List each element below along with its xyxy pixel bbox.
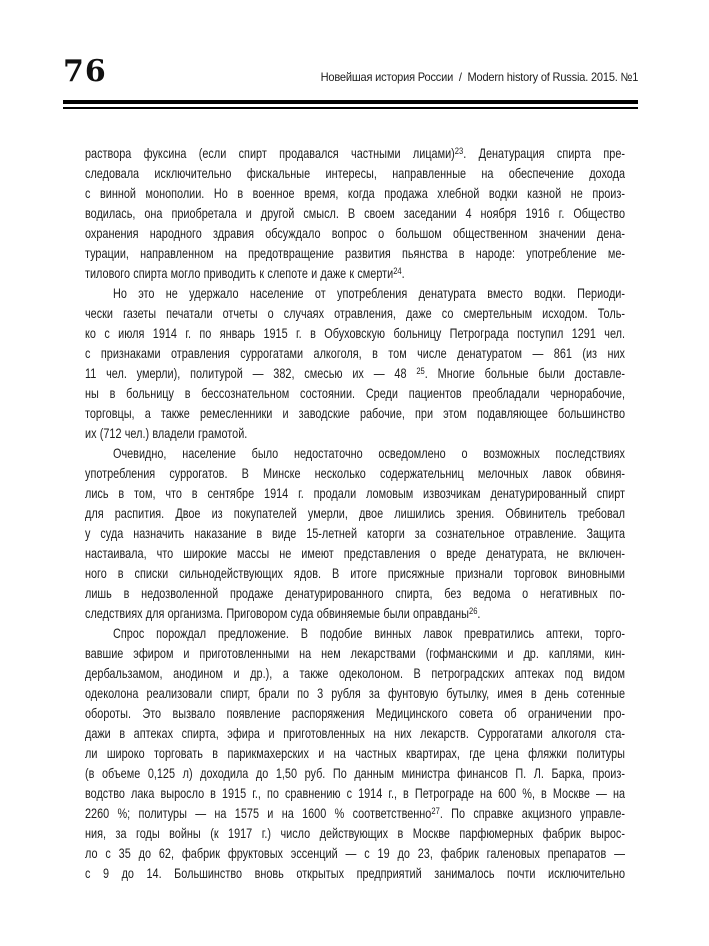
text-line: дажи в аптеках спирта, эфира и приготовленных на них лекарств. Суррогатами алкоголя ста-	[85, 726, 625, 741]
text-line: торговцы, а также ремесленники и заводские рабочие, при этом подавляющее большинство	[85, 406, 625, 421]
text-line: ко с июля 1914 г. по январь 1915 г. в Обуховскую больницу Петрограда поступил 1291 чел.	[85, 326, 625, 341]
paragraph	[85, 624, 625, 884]
text-line: следствиях для организма. Приговором суда обвиняемые были оправданы$^{26}$.	[85, 606, 481, 621]
text-line: ло с 35 до 62, фабрик фруктовых эссенций — с 19 до 23, фабрик галеновых препаратов —	[85, 846, 625, 861]
text-line: турации, направленном на предотвращение развития пьянства в народе: употребление ме-	[85, 246, 625, 261]
paragraph	[85, 284, 625, 444]
text-line: тилового спирта могло приводить к слепоте и даже к смерти$^{24}$.	[85, 266, 405, 281]
text-line: ния, за годы войны (к 1917 г.) число действующих в Москве парфюмерных фабрик вырос-	[85, 826, 625, 841]
text-line: настаивала, что широкие массы не имеют представления о вреде денатурата, не включен-	[85, 546, 625, 561]
footnote-marker: 27	[431, 806, 440, 817]
text-line: с признаками отравления суррогатами алкоголя, в том числе денатуратом — 861 (из них	[85, 346, 625, 361]
text-line: у суда назначить наказание в виде 15-летней каторги за сознательное отравление. Защита	[85, 526, 625, 541]
text-line: употребления суррогатов. В Минске несколько содержательниц мелочных лавок обвиня-	[85, 466, 625, 481]
text-line: (в объеме 0,125 л) доходила до 1,50 руб. По данным министра финансов П. Л. Барка, произ-	[85, 766, 625, 781]
paragraph	[85, 444, 625, 624]
text-line: следовала исключительно фискальные интересы, направленные на обеспечение дохода	[85, 166, 625, 181]
text-line: Спрос порождал предложение. В подобие винных лавок превратились аптеки, торго-	[113, 626, 625, 641]
text-line: с винной монополии. Но в военное время, когда продажа хлебной водки казной не произ-	[85, 186, 625, 201]
text-line: водилась, она приобретала и другой смысл. В своем заседании 4 ноября 1916 г. Общество	[85, 206, 625, 221]
text-line: водство лака выросло в 1915 г., по сравнению с 1914 г., в Петрограде на 600 %, в Москве — на	[85, 786, 625, 801]
text-line: чески газеты печатали отчеты о случаях отравления, даже со смертельным исходом. Толь-	[85, 306, 625, 321]
paragraph	[85, 144, 625, 284]
text-line: раствора фуксина (если спирт продавался частными лицами)$^{23}$. Денатурация спирта пре-	[85, 146, 625, 161]
header-rule-thin-line	[63, 107, 638, 109]
header-rule	[63, 100, 638, 109]
footnote-marker: 23	[454, 146, 464, 157]
text-line: обороты. Это вызвало появление распоряжения Медицинского совета об ограничении про-	[85, 706, 625, 721]
text-line: вавшие эфиром и приготовленными на нем лекарствами (гофманскими и др. каплями, кин-	[85, 646, 625, 661]
footnote-marker: 26	[468, 606, 478, 617]
text-line: ли широко торговать в парикмахерских и на частных квартирах, где цена фляжки политуры	[85, 746, 625, 761]
text-line: 11 чел. умерли), политурой — 382, смесью их — 48 $^{25}$. Многие больные были доставле-	[85, 366, 625, 381]
text-line: ны в больницу в бессознательном состоянии. Среди пациентов преобладали чернорабочие,	[85, 386, 625, 401]
text-line: с 9 до 14. Большинство вновь открытых предприятий занималось почти исключительно	[85, 866, 625, 881]
journal-title: Новейшая история России / Modern history of Russia. 2015. №1	[320, 70, 638, 84]
running-head	[63, 54, 638, 90]
text-line: охранения народного здравия обсуждало вопрос о большом общественном значении дена-	[85, 226, 625, 241]
text-line: одеколона реализовали спирт, брали по 3 рубля за фунтовую бутылку, имея в день сотенные	[85, 686, 625, 701]
page-number: 76	[63, 54, 107, 89]
text-line: лишь в недозволенной продаже денатурированного спирта, без ведома о негативных по-	[85, 586, 625, 601]
text-line: Очевидно, население было недостаточно осведомлено о возможных последствиях	[113, 446, 625, 461]
text-line: их (712 чел.) владели грамотой.	[85, 426, 248, 441]
body-text-area	[85, 144, 625, 910]
text-line: ного в списки сильнодействующих ядов. В итоге присяжные признали торговок виновными	[85, 566, 625, 581]
footnote-marker: 24	[393, 266, 402, 277]
text-line: для распития. Двое из покупателей умерли, двое лишились зрения. Обвинитель требовал	[85, 506, 625, 521]
footnote-marker: 25	[416, 366, 425, 377]
body-text	[85, 144, 625, 884]
text-line: лись в том, что в сентябре 1914 г. продали ломовым извозчикам денатурированный спирт	[85, 486, 625, 501]
text-line: дербальзамом, анодином и др.), а также одеколоном. В петроградских аптеках под видом	[85, 666, 625, 681]
text-line: Но это не удержало население от употребления денатурата вместо водки. Периоди-	[113, 286, 625, 301]
text-line: 2260 %; политуры — на 1575 и на 1600 % соответственно$^{27}$. По справке акцизного управле-	[85, 806, 625, 821]
